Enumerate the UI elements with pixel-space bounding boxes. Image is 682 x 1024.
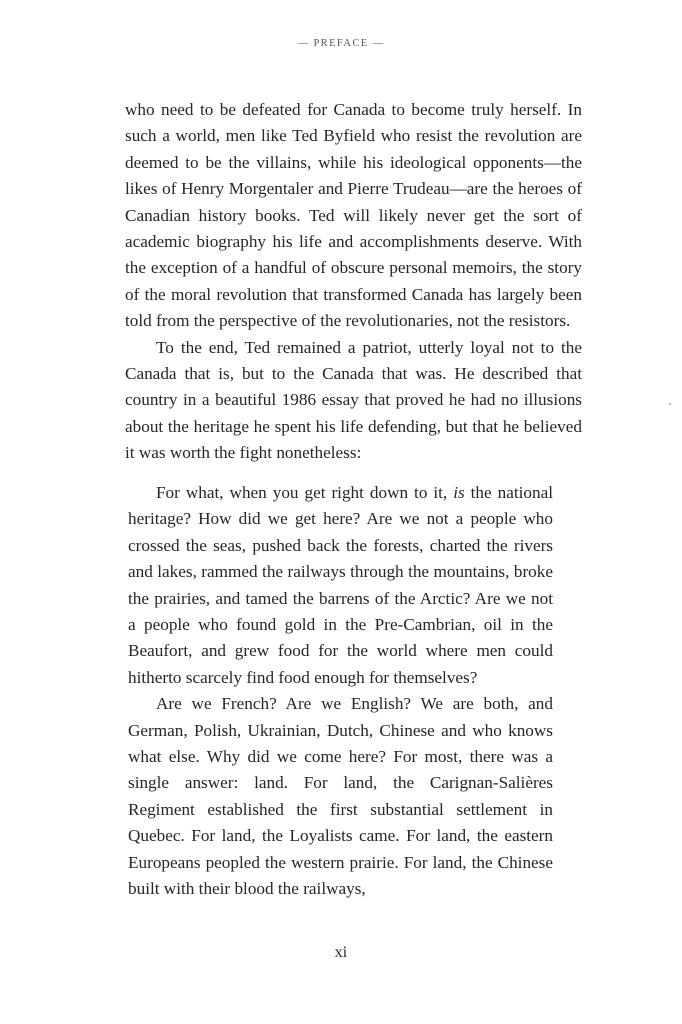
paragraph-continued: who need to be defeated for Canada to become truly herself. In such a world, men like Ted Byfield who resist the revolution are deemed to be the villains, while his ideological opponents—the likes of Henry Morgentaler and Pierre Trudeau—are the heroes of Canadian history books. Ted will likely never get the sort of academic biography his life and accomplishments deserve. With the exception of a handful of obscure personal memoirs, the story of the moral revolution that transformed Canada has largely been told from the perspective of the revolutionaries, not the resistors. (125, 100, 582, 331)
body-text (125, 97, 582, 467)
paragraph-ted-patriot: To the end, Ted remained a patriot, utterly loyal not to the Canada that is, but to the Canada that was. He described that country in a beautiful 1986 essay that proved he had no illusions about the heritage he spent his life defending, but that he believed it was worth the fight nonetheless: (125, 337, 582, 463)
page-number: xi (334, 944, 348, 961)
quote-paragraph-land: Are we French? Are we English? We are both, and German, Polish, Ukrainian, Dutch, Chinese and who knows what else. Why did we come here? For most, there was a single answer: land. For land, the Carignan-Salières Regiment established the first substantial settlement in Quebec. For land, the Loyalists came. For land, the eastern Europeans peopled the western prairie. For land, the Chinese built with their blood the railways, (128, 694, 553, 899)
quote-text-before-italic: For what, when you get right down to it, (156, 483, 454, 502)
quote-italic-emphasis: is (453, 483, 465, 502)
running-head: — PREFACE — (297, 38, 385, 49)
quote-paragraph-heritage (128, 480, 553, 691)
block-quote (128, 480, 553, 903)
scan-speck (669, 403, 671, 405)
quote-text-after-italic: the national heritage? How did we get here? Are we not a people who crossed the seas, pushed back the forests, charted the rivers and lakes, rammed the railways through the mountains, broke the prairies, and tamed the barrens of the Arctic? Are we not a people who found gold in the Pre-Cambrian, oil in the Beaufort, and grew food for the world where men could hitherto scarcely find food enough for themselves? (128, 483, 553, 687)
